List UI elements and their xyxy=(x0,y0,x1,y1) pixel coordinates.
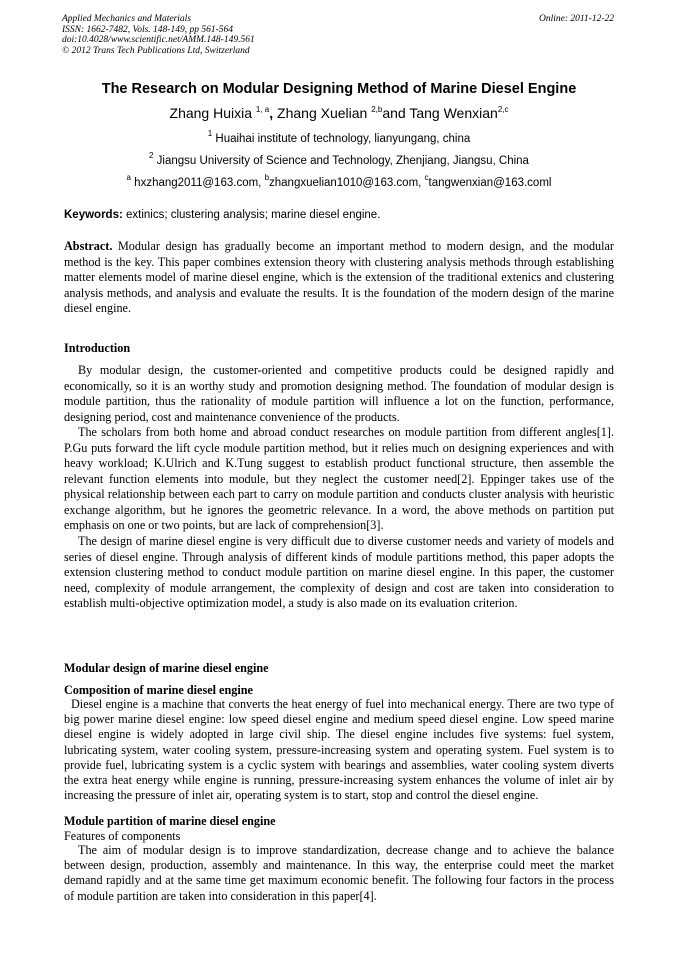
author-2-sup: 2,b xyxy=(371,105,383,114)
introduction-heading: Introduction xyxy=(64,341,131,355)
module-partition-paragraph: The aim of modular design is to improve standardization, decrease change and to achieve the balance between design, production, assembly and maintenance. In this way, the enterprise could meet the market demand rapidly and at the same time get maximum economic benefit. The following four factors in the process of module partition are taken into consideration in this paper[4]. xyxy=(64,843,614,903)
subsection-composition-heading: Composition of marine diesel engine xyxy=(64,683,253,697)
doi-line: doi:10.4028/www.scientific.net/AMM.148-149.561 xyxy=(62,35,255,45)
module-partition-body xyxy=(64,843,614,904)
email-line xyxy=(0,173,678,190)
features-label: Features of components xyxy=(64,829,181,843)
author-separator-2: and xyxy=(382,105,410,121)
section-2-heading: Modular design of marine diesel engine xyxy=(64,661,269,675)
email-c: tangwenxian@163.coml xyxy=(428,177,552,189)
author-3-sup: 2,c xyxy=(497,105,509,114)
author-separator-1: , xyxy=(269,105,278,121)
intro-paragraph-2: The scholars from both home and abroad conduct researches on module partition from different angles[1]. P.Gu puts forward the lift cycle module partition method, but it relies much on designing experiences and with heavy workload; K.Ulrich and K.Tung suggest to establish product functional structure, then assemble the relevant function elements into module, but they neglect the customer need[2]. Eppinger takes use of the physical relationship between each part to carry on module partition and conducts cluster analysis with heuristic exchange algorithm, but he ignores the geometric relevance. In a word, the above methods on partition put emphasis on one or two points, but are lack of comprehension[3]. xyxy=(64,425,614,533)
subsection-module-partition-heading: Module partition of marine diesel engine xyxy=(64,814,276,828)
paper-title: The Research on Modular Designing Method of Marine Diesel Engine xyxy=(101,81,577,97)
email-b-sup: b xyxy=(264,173,270,182)
affiliation-2 xyxy=(0,151,678,168)
abstract-text: Modular design has gradually become an important method to modern design, and the modular method is the key. This paper combines extension theory with clustering analysis methods through establishing matter elements model of marine diesel engine, which is the extension of the traditional extenics and clustering analysis methods, and analysis and evaluate the results. It is the foundation of the modern design of the marine diesel engine. xyxy=(64,239,614,316)
email-b: zhangxuelian1010@163.com, xyxy=(269,177,425,189)
intro-paragraph-1: By modular design, the customer-oriented and competitive products could be designed rapidly and economically, so it is an worthy study and promotion designing method. The foundation of modular design is module partition, thus the rationality of module partition will influence a lot on the function, performance, designing period, cost and maintenance convenience of the products. xyxy=(64,363,614,424)
journal-header xyxy=(62,14,255,56)
online-date: Online: 2011-12-22 xyxy=(538,14,614,24)
email-a-sup: a xyxy=(126,173,131,182)
author-3: Tang Wenxian xyxy=(409,105,498,121)
affiliation-1-text: Huaihai institute of technology, lianyungang, china xyxy=(212,133,471,145)
affiliation-2-sup: 2 xyxy=(149,151,154,160)
author-2: Zhang Xuelian xyxy=(277,105,372,121)
keywords-label: Keywords: xyxy=(64,209,123,221)
author-1: Zhang Huixia xyxy=(169,105,256,121)
affiliation-1 xyxy=(0,129,678,146)
affiliation-2-text: Jiangsu University of Science and Technology, Zhenjiang, Jiangsu, China xyxy=(153,155,529,167)
copyright-line: © 2012 Trans Tech Publications Ltd, Switzerland xyxy=(62,45,250,56)
affiliation-1-sup: 1 xyxy=(207,129,213,138)
introduction-body xyxy=(64,363,614,612)
composition-body xyxy=(64,697,614,803)
intro-paragraph-3: The design of marine diesel engine is very difficult due to diverse customer needs and variety of models and series of diesel engine. Through analysis of different kinds of module partitions method, this paper adopts the extension clustering method to conduct module partition on marine diesel engine. In this paper, the customer need, complexity of module arrangement, the complexity of design and cost are taken into consideration to establish multi-objective optimization model, a study is also made on its evaluation criterion. xyxy=(64,534,614,611)
composition-paragraph: Diesel engine is a machine that converts the heat energy of fuel into mechanical energy. There are two type of big power marine diesel engine: low speed diesel engine and medium speed diesel engine. Low speed marine diesel engine is widely adopted in large civil ship. The diesel engine includes five systems: fuel system, lubricating system, water cooling system, pressure-increasing system and operating system. Fuel system is to provide fuel, lubricating system is a cyclic system with bearings and assemblies, water cooling system diverts the extra heat energy while engine is running, pressure-increasing system enhances the volume of inlet air by increasing the pressure of inlet air, operating system is to start, stop and control the diesel engine. xyxy=(64,697,614,803)
email-c-sup: c xyxy=(424,173,429,182)
email-a: hxzhang2011@163.com, xyxy=(130,177,265,189)
issn-line: ISSN: 1662-7482, Vols. 148-149, pp 561-564 xyxy=(62,24,233,35)
keywords-text: extinics; clustering analysis; marine diesel engine. xyxy=(122,209,381,221)
journal-name: Applied Mechanics and Materials xyxy=(62,14,192,24)
abstract-label: Abstract. xyxy=(64,239,113,253)
keywords xyxy=(64,208,380,222)
author-1-sup: 1, a xyxy=(255,105,270,114)
author-line xyxy=(0,104,678,122)
abstract xyxy=(64,239,614,317)
